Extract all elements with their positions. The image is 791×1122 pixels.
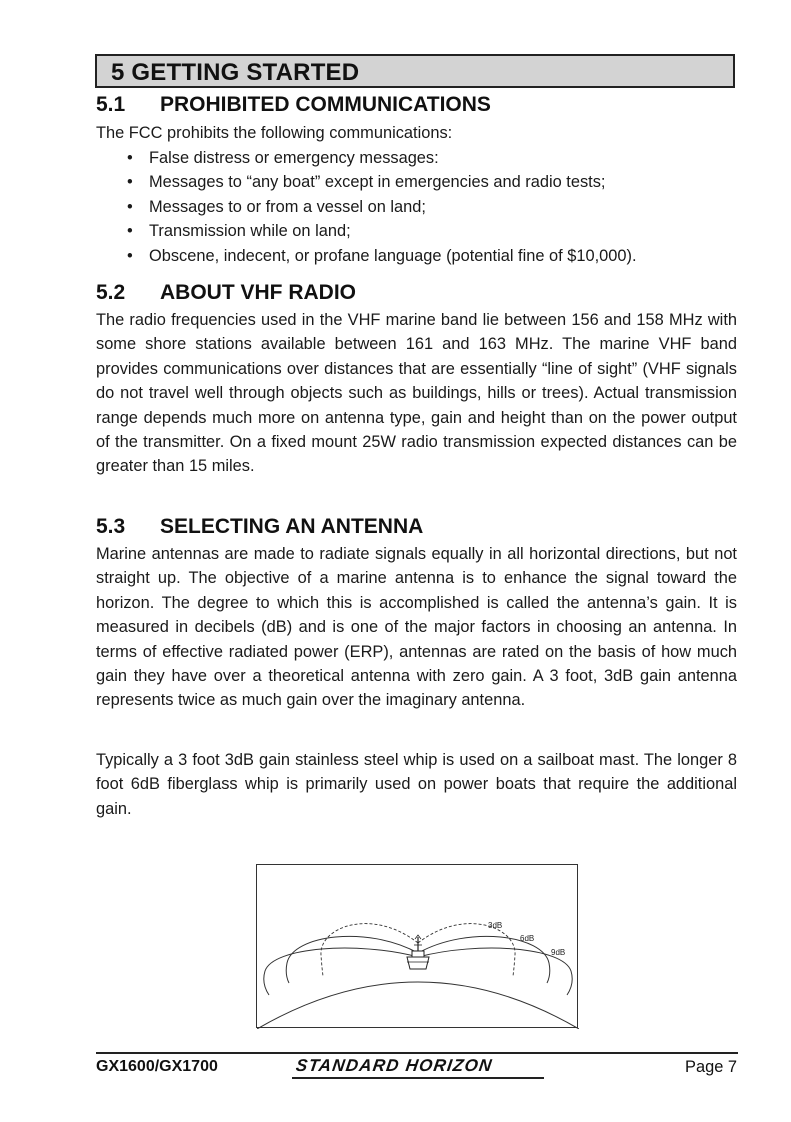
section-number: 5.3 — [96, 515, 126, 538]
label-3db: 3dB — [488, 921, 503, 930]
footer-brand-logo: STANDARD HORIZON — [294, 1056, 494, 1075]
footer-model: GX1600/GX1700 — [96, 1058, 218, 1075]
list-item — [127, 146, 637, 170]
label-6db: 6dB — [520, 934, 535, 943]
section-number: 5.2 — [96, 281, 126, 304]
footer-brand-underline — [292, 1077, 544, 1079]
antenna-paragraph-1: Marine antennas are made to radiate signals equally in all horizontal directions, but not straight up. The objective of a marine antenna is to enhance the signal toward the horizon. The degree to which this is accomplished is called the antenna’s gain. It is measured in decibels (dB) and is one of the major factors in choosing an antenna. In terms of effective radiated power (ERP), antennas are rated on the basis of how much gain they have over a theoretical antenna with zero gain. A 3 foot, 3dB gain antenna represents twice as much gain over the imaginary antenna. — [96, 545, 737, 710]
pattern-9db — [418, 948, 572, 995]
list-item — [127, 244, 637, 268]
pattern-3db — [321, 924, 418, 977]
antenna-paragraph-2: Typically a 3 foot 3dB gain stainless steel whip is used on a sailboat mast. The longer 8 foot 6dB fiberglass whip is primarily used on power boats that require the additional gain. — [96, 751, 737, 818]
list-item-text: False distress or emergency messages: — [149, 149, 439, 167]
footer-rule — [96, 1052, 738, 1054]
section-intro: The FCC prohibits the following communications: — [96, 124, 453, 142]
section-heading-prohibited-communications — [96, 93, 491, 117]
chapter-heading-box — [95, 54, 735, 88]
pattern-3db — [418, 924, 515, 977]
antenna-gain-diagram — [256, 864, 578, 1028]
section-title: SELECTING AN ANTENNA — [160, 515, 424, 538]
bullet-icon: • — [127, 149, 133, 167]
section-number: 5.1 — [96, 93, 126, 116]
list-item-text: Obscene, indecent, or profane language (potential fine of $10,000). — [149, 246, 637, 265]
list-item-text: Messages to “any boat” except in emergencies and radio tests; — [149, 173, 606, 192]
list-item-text: Transmission while on land; — [149, 222, 351, 241]
bullet-icon: • — [127, 197, 133, 216]
list-item — [127, 219, 637, 243]
bullet-icon: • — [127, 222, 133, 241]
pattern-9db — [264, 948, 418, 995]
pattern-6db — [418, 936, 550, 983]
horizon-curve — [257, 982, 579, 1029]
prohibited-list — [127, 146, 637, 268]
chapter-title: 5 GETTING STARTED — [111, 59, 360, 86]
list-item-text: Messages to or from a vessel on land; — [149, 197, 426, 216]
section-title: PROHIBITED COMMUNICATIONS — [160, 93, 491, 116]
bullet-icon: • — [127, 246, 133, 265]
pattern-6db — [286, 936, 418, 983]
section-heading-selecting-antenna — [96, 515, 423, 539]
section-heading-about-vhf-radio — [96, 281, 356, 305]
antenna-gain-svg — [257, 865, 579, 1029]
boat-icon — [407, 935, 429, 969]
list-item — [127, 170, 637, 194]
label-9db: 9dB — [551, 948, 566, 957]
section-title: ABOUT VHF RADIO — [160, 281, 356, 304]
page-number: Page 7 — [685, 1058, 737, 1076]
list-item — [127, 195, 637, 219]
bullet-icon: • — [127, 173, 133, 192]
vhf-radio-paragraph: The radio frequencies used in the VHF marine band lie between 156 and 158 MHz with some shore stations available between 161 and 163 MHz. The marine VHF band provides communications over distances that are essentially “line of sight” (VHF signals do not travel well through objects such as buildings, hills or trees). Actual transmission range depends much more on antenna type, gain and height than on the power output of the transmitter. On a fixed mount 25W radio transmission expected distances can be greater than 15 miles. — [96, 311, 737, 476]
